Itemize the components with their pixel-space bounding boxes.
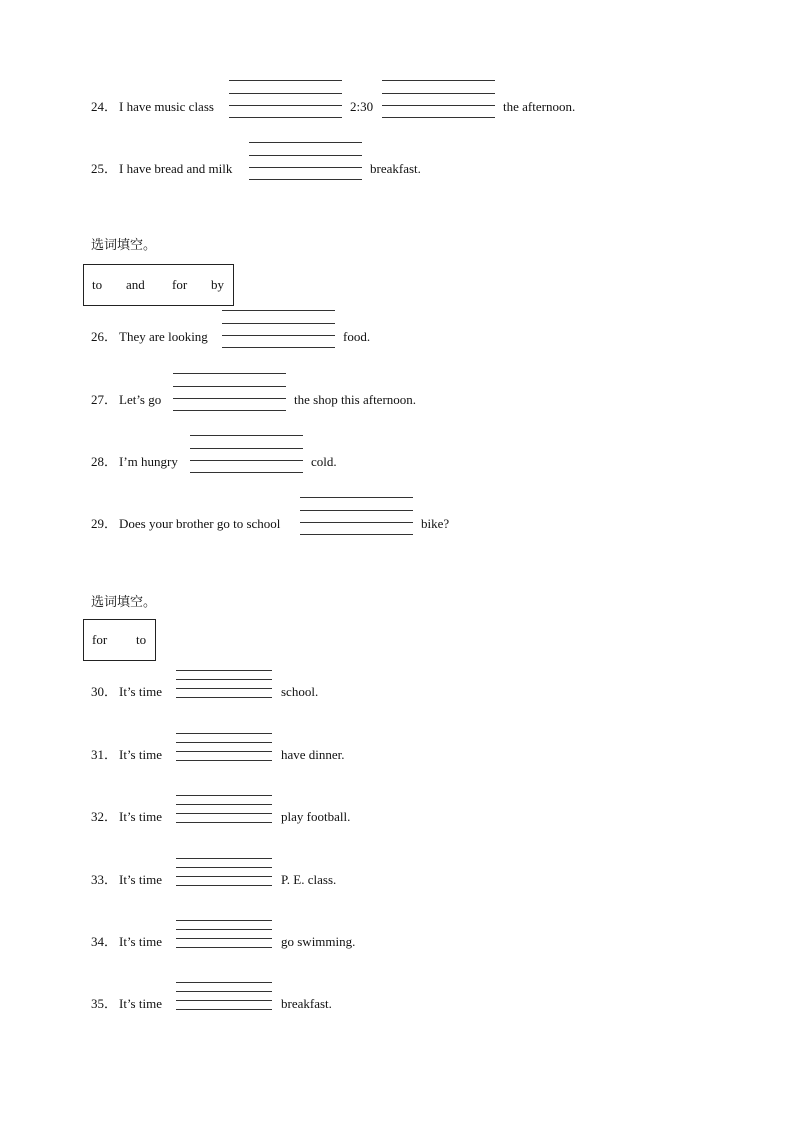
answer-blank[interactable] [176, 684, 272, 700]
word-bank [83, 264, 234, 306]
answer-blank[interactable] [176, 747, 272, 763]
question-text-before: It’s time [119, 809, 162, 824]
word-bank-item: to [92, 277, 103, 292]
question-text-after: food. [343, 329, 371, 344]
section-instruction: 选词填空。 [91, 595, 157, 610]
question-number: 33． [91, 872, 118, 887]
question-text-after: breakfast. [370, 161, 421, 176]
question-text-after: go swimming. [281, 934, 356, 949]
question-text-middle: 2:30 [350, 99, 374, 114]
word-bank-item: and [126, 277, 145, 292]
answer-blank[interactable] [249, 161, 362, 177]
question-text-before: I have bread and milk [119, 161, 233, 176]
word-bank-item: by [211, 277, 224, 292]
question-number: 24． [91, 99, 118, 114]
question-number: 30． [91, 684, 118, 699]
question-number: 32． [91, 809, 118, 824]
answer-blank[interactable] [176, 934, 272, 950]
question-text-after: have dinner. [281, 747, 345, 762]
question-number: 34． [91, 934, 118, 949]
question-text-after: P. E. class. [281, 872, 337, 887]
question-text-before: Does your brother go to school [119, 516, 281, 531]
question-text-before: It’s time [119, 684, 162, 699]
question-text-after: play football. [281, 809, 351, 824]
answer-blank[interactable] [176, 996, 272, 1012]
question-text-after: cold. [311, 454, 337, 469]
word-bank-item: for [92, 632, 108, 647]
question-number: 29． [91, 516, 118, 531]
question-text-before: It’s time [119, 872, 162, 887]
question-text-after: bike? [421, 516, 450, 531]
question-text-before: It’s time [119, 747, 162, 762]
answer-blank[interactable] [229, 99, 342, 115]
question-text-before: Let’s go [119, 392, 162, 407]
question-number: 35． [91, 996, 118, 1011]
question-text-before: It’s time [119, 996, 162, 1011]
answer-blank[interactable] [176, 809, 272, 825]
word-bank-item: for [172, 277, 188, 292]
question-text-after: the shop this afternoon. [294, 392, 417, 407]
question-number: 27． [91, 392, 118, 407]
question-number: 25． [91, 161, 118, 176]
question-text-before: I have music class [119, 99, 214, 114]
question-number: 26． [91, 329, 118, 344]
question-text-before: They are looking [119, 329, 208, 344]
word-bank-item: to [136, 632, 147, 647]
answer-blank[interactable] [382, 99, 495, 115]
section-instruction: 选词填空。 [91, 238, 157, 253]
question-text-before: It’s time [119, 934, 162, 949]
answer-blank[interactable] [300, 516, 413, 532]
answer-blank[interactable] [222, 329, 335, 345]
question-number: 28． [91, 454, 118, 469]
question-text-after: school. [281, 684, 319, 699]
question-text-before: I’m hungry [119, 454, 178, 469]
question-text-after: breakfast. [281, 996, 332, 1011]
answer-blank[interactable] [173, 392, 286, 408]
question-number: 31． [91, 747, 118, 762]
question-text-after: the afternoon. [503, 99, 576, 114]
answer-blank[interactable] [190, 454, 303, 470]
answer-blank[interactable] [176, 872, 272, 888]
word-bank [83, 619, 156, 661]
